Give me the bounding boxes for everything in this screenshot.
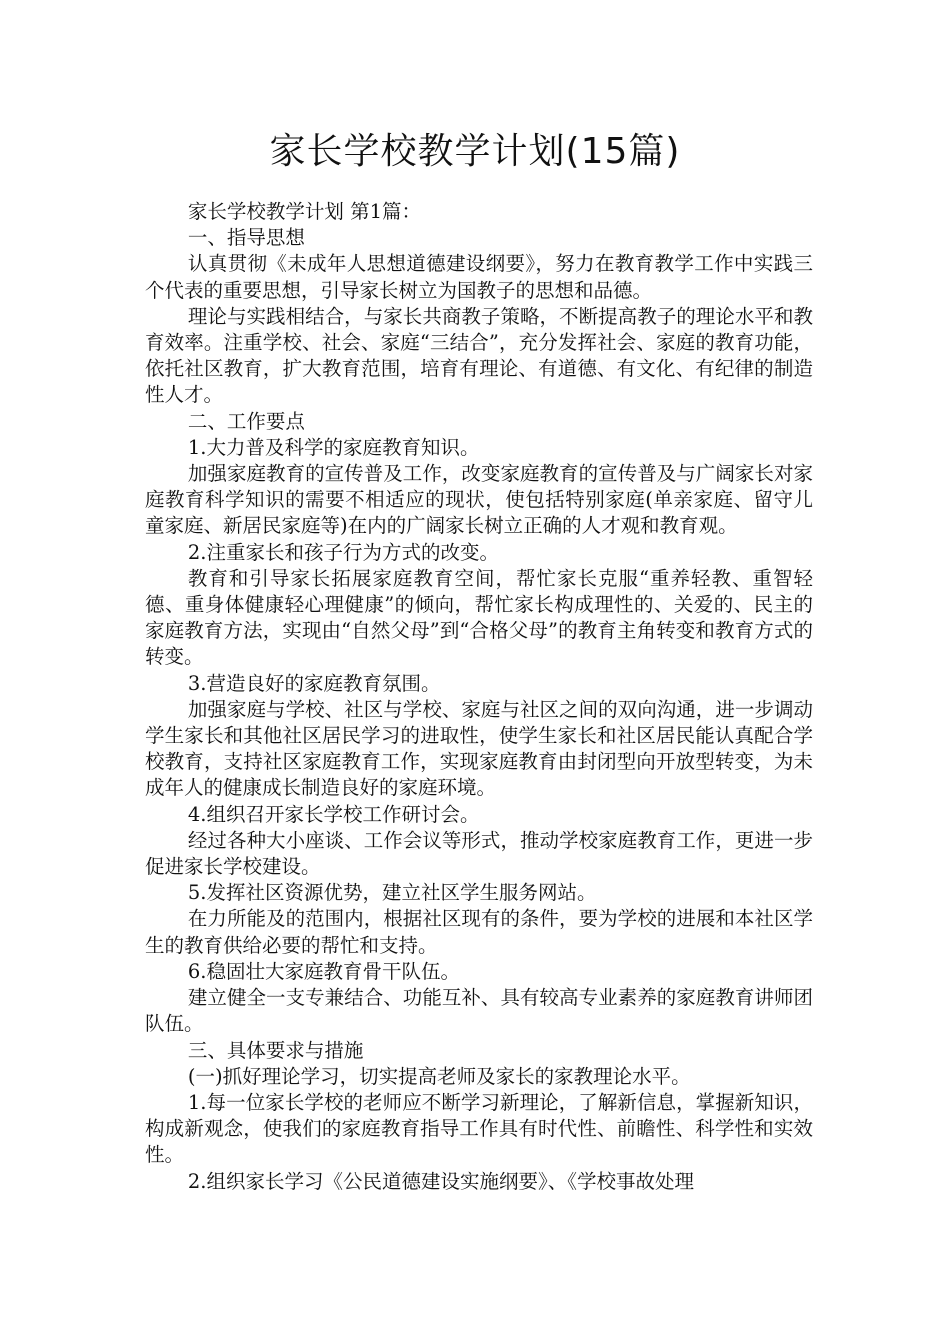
- paragraph: 建立健全一支专兼结合、功能互补、具有较高专业素养的家庭教育讲师团队伍。: [145, 986, 813, 1036]
- section-heading: 一、指导思想: [187, 226, 305, 250]
- list-item-heading: 6.稳固壮大家庭教育骨干队伍。: [187, 959, 460, 983]
- paragraph: 家长学校教学计划 第1篇：: [187, 200, 421, 223]
- list-item-heading: (一)抓好理论学习，切实提高老师及家长的家教理论水平。: [187, 1064, 691, 1088]
- document-body: [145, 199, 813, 1195]
- list-item-heading: 1.大力普及科学的家庭教育知识。: [187, 435, 480, 459]
- list-item-heading: 5.发挥社区资源优势，建立社区学生服务网站。: [187, 881, 597, 905]
- paragraph: 在力所能及的范围内，根据社区现有的条件，要为学校的进展和本社区学生的教育供给必要的帮忙和支持。: [145, 907, 813, 957]
- paragraph: 经过各种大小座谈、工作会议等形式，推动学校家庭教育工作，更进一步促进家长学校建设。: [145, 828, 813, 879]
- paragraph: 加强家庭与学校、社区与学校、家庭与社区之间的双向沟通，进一步调动学生家长和其他社区居民学习的进取性，使学生家长和社区居民能认真配合学校教育，支持社区家庭教育工作，实现家庭教育由封闭型向开放型转变，为未成年人的健康成长制造良好的家庭环境。: [145, 697, 813, 800]
- section-heading: 二、工作要点: [187, 409, 305, 433]
- section-heading: 三、具体要求与措施: [187, 1038, 364, 1062]
- list-item-heading: 4.组织召开家长学校工作研讨会。: [187, 802, 480, 826]
- paragraph: 教育和引导家长拓展家庭教育空间，帮忙家长克服“重养轻教、重智轻德、重身体健康轻心理健康”的倾向，帮忙家长构成理性的、关爱的、民主的家庭教育方法，实现由“自然父母”到“合格父母”的教育主角转变和教育方式的转变。: [145, 566, 813, 669]
- document-title: 家长学校教学计划(15篇): [269, 131, 681, 172]
- list-item-heading: 2.注重家长和孩子行为方式的改变。: [187, 540, 499, 564]
- list-item-heading: 3.营造良好的家庭教育氛围。: [187, 671, 441, 695]
- paragraph: 1.每一位家长学校的老师应不断学习新理论，了解新信息，掌握新知识，构成新观念，使我们的家庭教育指导工作具有时代性、前瞻性、科学性和实效性。: [145, 1090, 813, 1167]
- paragraph: 理论与实践相结合，与家长共商教子策略，不断提高教子的理论水平和教育效率。注重学校、社会、家庭“三结合”，充分发挥社会、家庭的教育功能，依托社区教育，扩大教育范围，培育有理论、有道德、有文化、有纪律的制造性人才。: [145, 304, 813, 407]
- paragraph: 2.组织家长学习《公民道德建设实施纲要》、《学校事故处理: [187, 1169, 694, 1193]
- paragraph: 加强家庭教育的宣传普及工作，改变家庭教育的宣传普及与广阔家长对家庭教育科学知识的需要不相适应的现状，使包括特别家庭(单亲家庭、留守儿童家庭、新居民家庭等)在内的广阔家长树立正确的人才观和教育观。: [145, 462, 813, 538]
- paragraph: 认真贯彻《未成年人思想道德建设纲要》，努力在教育教学工作中实践三个代表的重要思想，引导家长树立为国教子的思想和品德。: [145, 252, 813, 302]
